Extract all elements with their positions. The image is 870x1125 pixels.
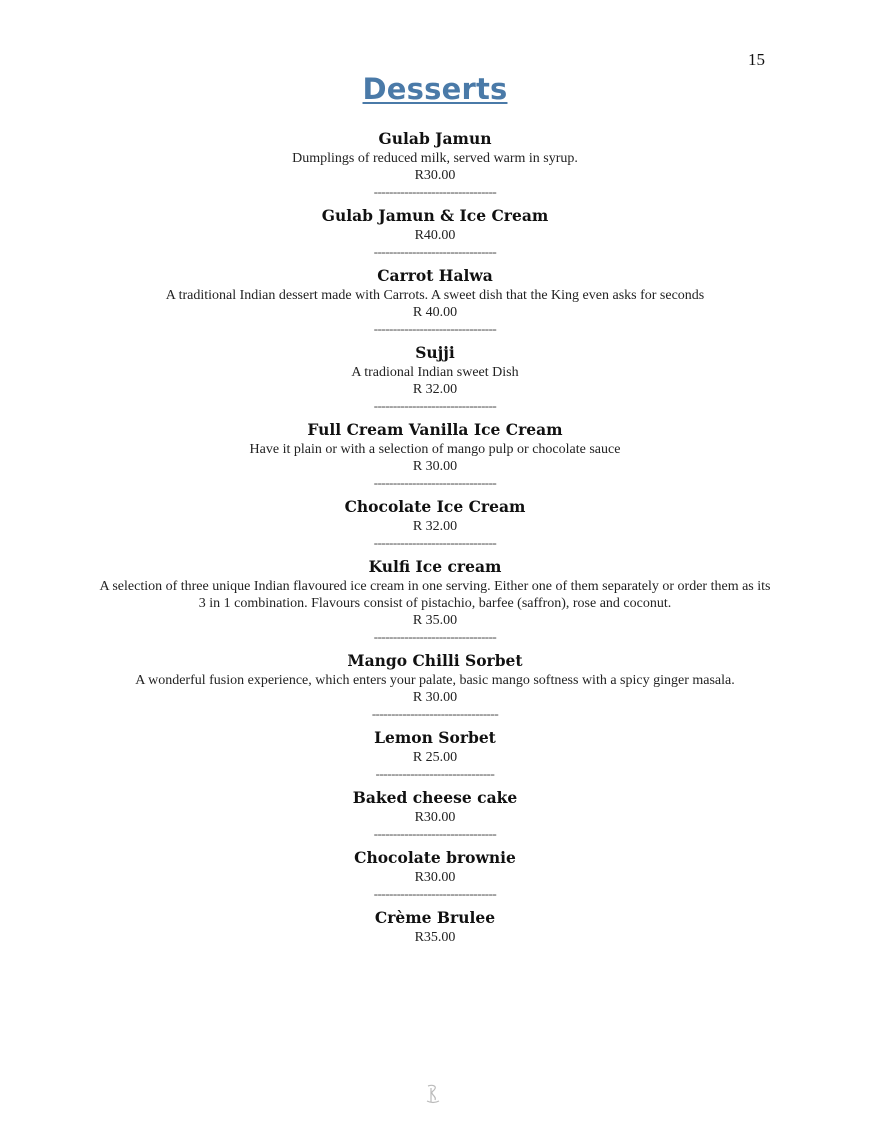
menu-item [0, 128, 870, 205]
menu-item-price: R30.00 [414, 870, 456, 885]
page-title: Desserts [362, 72, 508, 106]
menu-separator: -------------------------------- [373, 826, 497, 841]
menu-separator: -------------------------------- [373, 629, 497, 644]
menu-item-name: Baked cheese cake [352, 788, 518, 807]
menu-item-description: Dumplings of reduced milk, served warm in syrup. [292, 151, 578, 166]
menu-item [0, 342, 870, 419]
menu-item [0, 556, 870, 650]
menu-separator: -------------------------------- [373, 244, 497, 259]
menu-separator: -------------------------------- [373, 475, 497, 490]
menu-item [0, 205, 870, 265]
menu-item-name: Carrot Halwa [377, 266, 493, 285]
page-flourish-icon [425, 1082, 441, 1104]
menu-item-price: R 32.00 [412, 519, 458, 534]
menu-item-price: R 30.00 [412, 690, 458, 705]
menu-item [0, 727, 870, 787]
menu-separator: -------------------------------- [373, 321, 497, 336]
menu-item-name: Sujji [415, 343, 455, 362]
menu-item-description: A tradional Indian sweet Dish [351, 365, 519, 380]
menu-item-description: A traditional Indian dessert made with Carrots. A sweet dish that the King even asks for seconds [165, 288, 705, 303]
menu-item-price: R 32.00 [412, 382, 458, 397]
menu-separator: --------------------------------- [371, 706, 499, 721]
menu-item-price: R35.00 [414, 930, 456, 945]
menu-item-name: Crème Brulee [374, 908, 496, 927]
menu-item-name: Mango Chilli Sorbet [347, 651, 523, 670]
menu-separator: -------------------------------- [373, 886, 497, 901]
menu-item-price: R 40.00 [412, 305, 458, 320]
menu-separator: -------------------------------- [373, 184, 497, 199]
menu-item-description: A selection of three unique Indian flavoured ice cream in one serving. Either one of them separately or order them as its 3 in 1 combination. Flavours consist of pistachio, barfee (saffron), rose and coconut. [99, 579, 771, 611]
menu-item [0, 907, 870, 946]
menu-item-name: Chocolate brownie [354, 848, 516, 867]
menu-item [0, 265, 870, 342]
page-number: 15 [748, 50, 765, 69]
menu-item-name: Chocolate Ice Cream [344, 497, 526, 516]
menu-item-name: Lemon Sorbet [374, 728, 496, 747]
menu-item [0, 496, 870, 556]
menu-separator: -------------------------------- [373, 398, 497, 413]
menu-item-price: R 25.00 [412, 750, 458, 765]
menu-item-description: A wonderful fusion experience, which enters your palate, basic mango softness with a spicy ginger masala. [135, 673, 735, 688]
menu-item-price: R30.00 [414, 810, 456, 825]
menu-item-price: R 30.00 [412, 459, 458, 474]
menu-item-price: R30.00 [414, 168, 456, 183]
menu-item-name: Full Cream Vanilla Ice Cream [307, 420, 563, 439]
menu-item-name: Kulfi Ice cream [368, 557, 502, 576]
menu-item-name: Gulab Jamun & Ice Cream [321, 206, 549, 225]
menu-item-price: R40.00 [414, 228, 456, 243]
menu-item-price: R 35.00 [412, 613, 458, 628]
dessert-menu [0, 128, 870, 946]
menu-item-description: Have it plain or with a selection of mango pulp or chocolate sauce [249, 442, 621, 457]
menu-item [0, 787, 870, 847]
menu-item [0, 419, 870, 496]
menu-item-name: Gulab Jamun [378, 129, 492, 148]
menu-item [0, 650, 870, 727]
menu-separator: ------------------------------- [375, 766, 495, 781]
menu-item [0, 847, 870, 907]
menu-separator: -------------------------------- [373, 535, 497, 550]
